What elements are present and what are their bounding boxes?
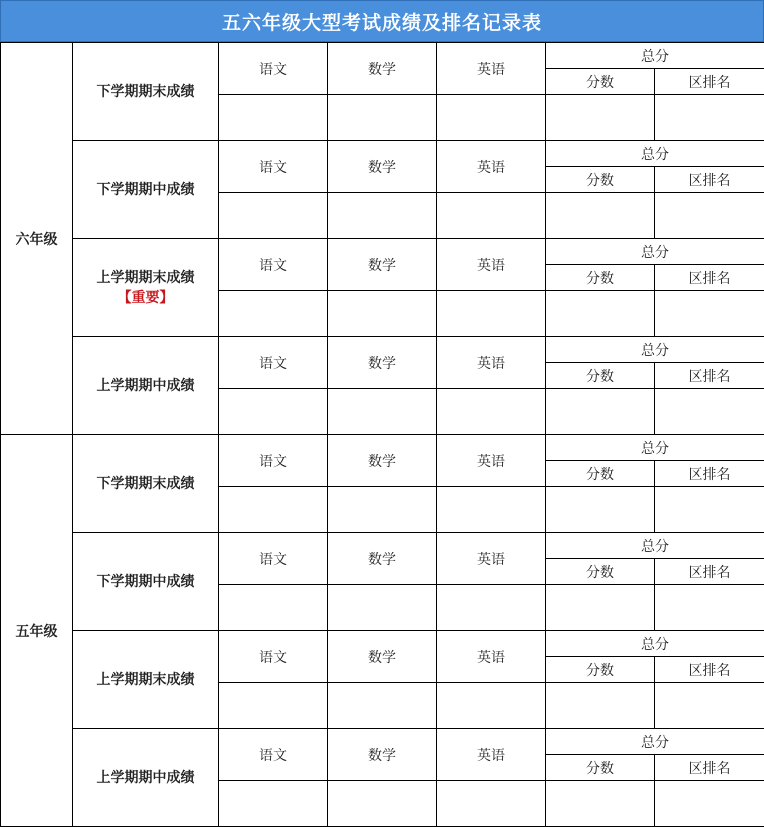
rank-header: 区排名 — [655, 265, 764, 291]
chinese-score-cell[interactable] — [219, 389, 328, 435]
rank-cell[interactable] — [655, 193, 764, 239]
math-header: 数学 — [328, 337, 437, 389]
english-score-cell[interactable] — [437, 95, 546, 141]
rank-header: 区排名 — [655, 559, 764, 585]
term-label: 下学期期中成绩 — [96, 573, 195, 590]
english-score-cell[interactable] — [437, 193, 546, 239]
math-score-cell[interactable] — [328, 193, 437, 239]
rank-cell[interactable] — [655, 291, 764, 337]
score-header: 分数 — [546, 363, 655, 389]
table-row — [1, 729, 764, 755]
term-cell — [73, 141, 219, 239]
total-score-cell[interactable] — [546, 781, 655, 827]
english-header: 英语 — [437, 337, 546, 389]
chinese-header: 语文 — [219, 337, 328, 389]
rank-header: 区排名 — [655, 69, 764, 95]
term-cell — [73, 729, 219, 827]
chinese-score-cell[interactable] — [219, 95, 328, 141]
english-header: 英语 — [437, 631, 546, 683]
rank-cell[interactable] — [655, 683, 764, 729]
important-note: 【重要】 — [117, 289, 174, 306]
total-score-cell[interactable] — [546, 389, 655, 435]
total-score-cell[interactable] — [546, 487, 655, 533]
math-score-cell[interactable] — [328, 781, 437, 827]
total-score-cell[interactable] — [546, 291, 655, 337]
score-header: 分数 — [546, 69, 655, 95]
english-header: 英语 — [437, 141, 546, 193]
total-header: 总分 — [546, 533, 764, 559]
table-row — [1, 533, 764, 559]
math-score-cell[interactable] — [328, 389, 437, 435]
chinese-header: 语文 — [219, 141, 328, 193]
table-row — [1, 239, 764, 265]
grade-label: 六年级 — [1, 43, 73, 435]
term-label: 下学期期中成绩 — [96, 181, 195, 198]
score-header: 分数 — [546, 657, 655, 683]
term-cell — [73, 631, 219, 729]
term-label: 上学期期中成绩 — [96, 769, 195, 786]
total-score-cell[interactable] — [546, 193, 655, 239]
math-score-cell[interactable] — [328, 95, 437, 141]
score-record-table — [0, 42, 764, 827]
english-score-cell[interactable] — [437, 683, 546, 729]
term-label: 下学期期末成绩 — [96, 475, 195, 492]
chinese-score-cell[interactable] — [219, 193, 328, 239]
chinese-score-cell[interactable] — [219, 487, 328, 533]
rank-header: 区排名 — [655, 167, 764, 193]
total-header: 总分 — [546, 141, 764, 167]
rank-cell[interactable] — [655, 585, 764, 631]
grade-label: 五年级 — [1, 435, 73, 827]
chinese-header: 语文 — [219, 43, 328, 95]
chinese-score-cell[interactable] — [219, 291, 328, 337]
total-score-cell[interactable] — [546, 585, 655, 631]
table-row — [1, 141, 764, 167]
table-row — [1, 435, 764, 461]
english-header: 英语 — [437, 239, 546, 291]
chinese-header: 语文 — [219, 239, 328, 291]
math-score-cell[interactable] — [328, 291, 437, 337]
math-score-cell[interactable] — [328, 683, 437, 729]
rank-header: 区排名 — [655, 657, 764, 683]
score-header: 分数 — [546, 559, 655, 585]
math-score-cell[interactable] — [328, 585, 437, 631]
english-score-cell[interactable] — [437, 487, 546, 533]
chinese-header: 语文 — [219, 729, 328, 781]
math-header: 数学 — [328, 43, 437, 95]
chinese-score-cell[interactable] — [219, 683, 328, 729]
rank-cell[interactable] — [655, 95, 764, 141]
chinese-score-cell[interactable] — [219, 585, 328, 631]
math-header: 数学 — [328, 533, 437, 585]
score-header: 分数 — [546, 755, 655, 781]
term-label: 上学期期末成绩 — [96, 671, 195, 688]
term-label: 上学期期中成绩 — [96, 377, 195, 394]
english-score-cell[interactable] — [437, 291, 546, 337]
english-score-cell[interactable] — [437, 585, 546, 631]
math-header: 数学 — [328, 239, 437, 291]
term-cell — [73, 533, 219, 631]
chinese-header: 语文 — [219, 435, 328, 487]
table-row — [1, 43, 764, 69]
table-row — [1, 631, 764, 657]
total-header: 总分 — [546, 43, 764, 69]
total-header: 总分 — [546, 631, 764, 657]
english-score-cell[interactable] — [437, 781, 546, 827]
chinese-header: 语文 — [219, 631, 328, 683]
score-header: 分数 — [546, 265, 655, 291]
english-header: 英语 — [437, 729, 546, 781]
chinese-score-cell[interactable] — [219, 781, 328, 827]
math-header: 数学 — [328, 141, 437, 193]
rank-header: 区排名 — [655, 461, 764, 487]
total-header: 总分 — [546, 239, 764, 265]
english-header: 英语 — [437, 533, 546, 585]
total-score-cell[interactable] — [546, 683, 655, 729]
term-cell — [73, 337, 219, 435]
total-score-cell[interactable] — [546, 95, 655, 141]
rank-cell[interactable] — [655, 781, 764, 827]
score-header: 分数 — [546, 461, 655, 487]
english-header: 英语 — [437, 43, 546, 95]
chinese-header: 语文 — [219, 533, 328, 585]
term-label: 下学期期末成绩 — [96, 83, 195, 100]
table-row — [1, 337, 764, 363]
total-header: 总分 — [546, 435, 764, 461]
math-header: 数学 — [328, 729, 437, 781]
rank-header: 区排名 — [655, 363, 764, 389]
rank-cell[interactable] — [655, 389, 764, 435]
score-header: 分数 — [546, 167, 655, 193]
rank-header: 区排名 — [655, 755, 764, 781]
term-cell — [73, 43, 219, 141]
english-header: 英语 — [437, 435, 546, 487]
term-cell — [73, 239, 219, 337]
term-cell — [73, 435, 219, 533]
english-score-cell[interactable] — [437, 389, 546, 435]
total-header: 总分 — [546, 337, 764, 363]
math-header: 数学 — [328, 435, 437, 487]
term-label: 上学期期末成绩 — [96, 269, 195, 286]
math-score-cell[interactable] — [328, 487, 437, 533]
math-header: 数学 — [328, 631, 437, 683]
page-title: 五六年级大型考试成绩及排名记录表 — [0, 0, 764, 42]
total-header: 总分 — [546, 729, 764, 755]
rank-cell[interactable] — [655, 487, 764, 533]
